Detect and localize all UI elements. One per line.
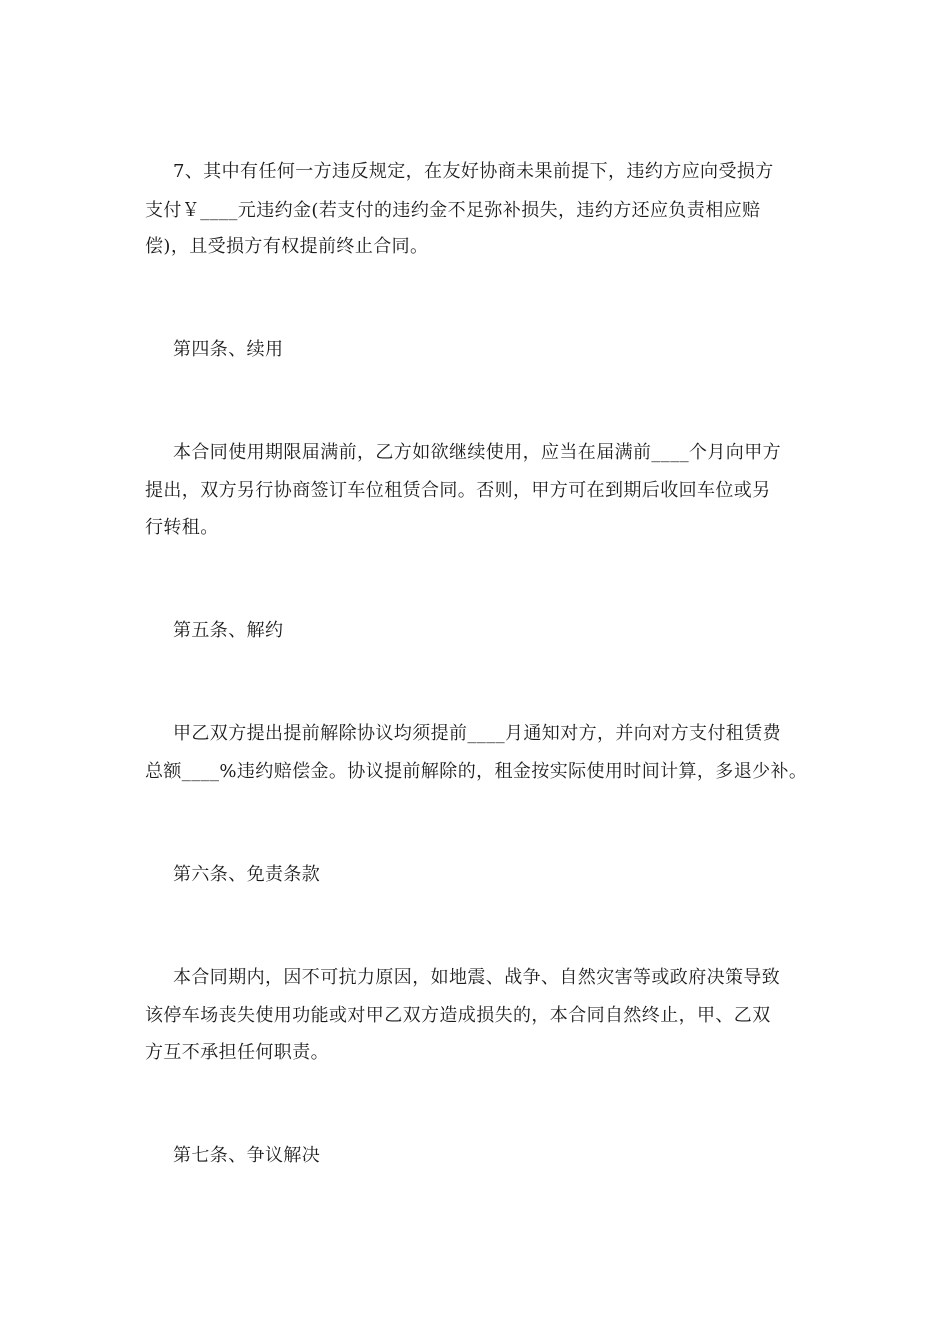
- article-5-line-1: 甲乙双方提出提前解除协议均须提前____月通知对方，并向对方支付租赁费: [173, 723, 781, 744]
- article-6-line-3: 方互不承担任何职责。: [145, 1042, 329, 1063]
- article-6-line-1: 本合同期内，因不可抗力原因，如地震、战争、自然灾害等或政府决策导致: [173, 967, 781, 988]
- article-6-line-2: 该停车场丧失使用功能或对甲乙双方造成损失的，本合同自然终止，甲、乙双: [145, 1005, 771, 1026]
- article-5-heading: 第五条、解约: [173, 620, 284, 641]
- article-4-heading: 第四条、续用: [173, 339, 284, 360]
- clause-7-line-3: 偿)，且受损方有权提前终止合同。: [145, 236, 429, 257]
- article-5-line-2: 总额____%违约赔偿金。协议提前解除的，租金按实际使用时间计算，多退少补。: [145, 761, 808, 782]
- article-4-line-3: 行转租。: [145, 517, 219, 538]
- article-4-line-2: 提出，双方另行协商签订车位租赁合同。否则，甲方可在到期后收回车位或另: [145, 480, 771, 501]
- clause-7-line-1: 7、其中有任何一方违反规定，在友好协商未果前提下，违约方应向受损方: [173, 161, 774, 182]
- article-6-heading: 第六条、免责条款: [173, 864, 321, 885]
- article-7-heading: 第七条、争议解决: [173, 1145, 321, 1166]
- article-4-line-1: 本合同使用期限届满前，乙方如欲继续使用，应当在届满前____个月向甲方: [173, 442, 781, 463]
- clause-7-line-2: 支付￥____元违约金(若支付的违约金不足弥补损失，违约方还应负责相应赔: [145, 200, 761, 221]
